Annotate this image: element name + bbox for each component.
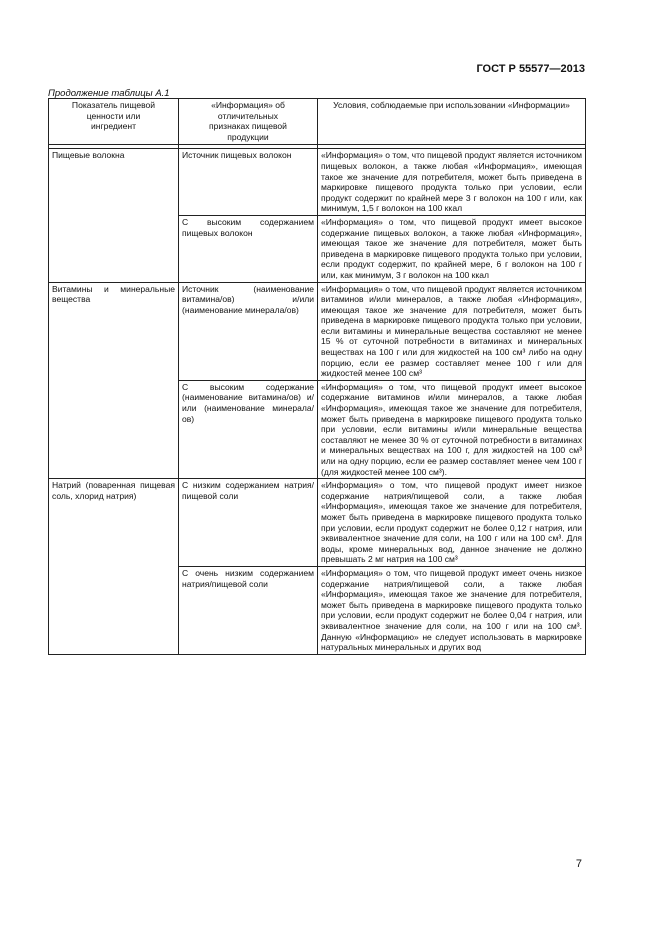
- header-information: «Информация» об отличительных признаках пищевой продукции: [179, 99, 318, 145]
- feature-cell: Источник пищевых волокон: [179, 149, 318, 216]
- table-row: [49, 149, 586, 216]
- feature-cell: С высоким содержанием пищевых волокон: [179, 215, 318, 282]
- indicator-cell: Витамины и минеральные вещества: [49, 282, 179, 479]
- feature-cell: С очень низким содержанием натрия/пищевой соли: [179, 566, 318, 654]
- condition-cell: «Информация» о том, что пищевой продукт имеет высокое содержание витаминов и/или минералов, а также любая «Информация», имеющая такое же значение для потребителя, может быть приведена в маркировке пищевого продукта только при условии, если витамины и/или минеральные вещества составляют не менее 30 % от суточной потребности в витаминах и минеральных веществах на 100 г, для жидкостей на 100 см³ или на одну порцию, если ее размер составляет менее чем 100 г (для жидкостей менее 100 см³).: [318, 380, 586, 478]
- feature-cell: С высоким содержание (наименование витамина/ов) и/или (наименование минерала/ов): [179, 380, 318, 478]
- condition-cell: «Информация» о том, что пищевой продукт является источником витаминов и/или минералов, а также любая «Информация», имеющая такое же значение для потребителя, может быть приведена в маркировке пищевого продукта только при условии, если витамины и минеральные вещества составляют не менее 15 % от суточной потребности в витаминах и минеральных веществах на 100 г или для жидкостей на 100 см³ либо на одну порцию, если ее размер составляет менее 100 г или для жидкостей менее 100 см³: [318, 282, 586, 380]
- condition-cell: «Информация» о том, что пищевой продукт является источником пищевых волокон, а также любая «Информация», имеющая такое же значение для потребителя, может быть приведена в маркировке пищевого продукта только при условии, если продукт содержит по крайней мере 3 г волокон на 100 г или, как минимум, 1,5 г волокон на 100 ккал: [318, 149, 586, 216]
- table-row: [49, 282, 586, 380]
- condition-cell: «Информация» о том, что пищевой продукт имеет очень низкое содержание натрия/пищевой соли, а также любая «Информация», имеющая такое же значение для потребителя, может быть приведена в маркировке пищевого продукта только при условии, если продукт содержит не более 0,04 г натрия, или эквивалентное значение для соли, на 100 г или на 100 см³. Данную «Информацию» не следует использовать в маркировке натуральных минеральных и других вод: [318, 566, 586, 654]
- indicator-cell: Натрий (поваренная пищевая соль, хлорид натрия): [49, 479, 179, 655]
- header-conditions: Условия, соблюдаемые при использовании «Информации»: [318, 99, 586, 145]
- header-indicator: Показатель пищевой ценности или ингредиент: [49, 99, 179, 145]
- table-row: [49, 479, 586, 567]
- table-caption: Продолжение таблицы А.1: [48, 88, 170, 99]
- requirements-table: [48, 98, 586, 655]
- condition-cell: «Информация» о том, что пищевой продукт имеет высокое содержание пищевых волокон, а также любая «Информация», имеющая такое же значение для потребителя, может быть приведена в маркировке пищевого продукта только при условии, если продукт содержит, по крайней мере, 6 г волокон на 100 г или, как минимум, 3 г волокон на 100 ккал: [318, 215, 586, 282]
- document-code: ГОСТ Р 55577—2013: [476, 63, 585, 75]
- feature-cell: Источник (наименование витамина/ов) и/или (наименование минерала/ов): [179, 282, 318, 380]
- page-number: 7: [575, 858, 582, 870]
- condition-cell: «Информация» о том, что пищевой продукт имеет низкое содержание натрия/пищевой соли, а также любая «Информация», имеющая такое же значение для потребителя, может быть приведена в маркировке пищевого продукта только при условии, если продукт содержит не более 0,12 г натрия, или эквивалентное значение для соли, на 100 г или на 100 см³. Для воды, кроме минеральных вод, данное значение не должно превышать 2 мг натрия на 100 см³: [318, 479, 586, 567]
- indicator-cell: Пищевые волокна: [49, 149, 179, 282]
- table-header-row: [49, 99, 586, 145]
- feature-cell: С низким содержанием натрия/пищевой соли: [179, 479, 318, 567]
